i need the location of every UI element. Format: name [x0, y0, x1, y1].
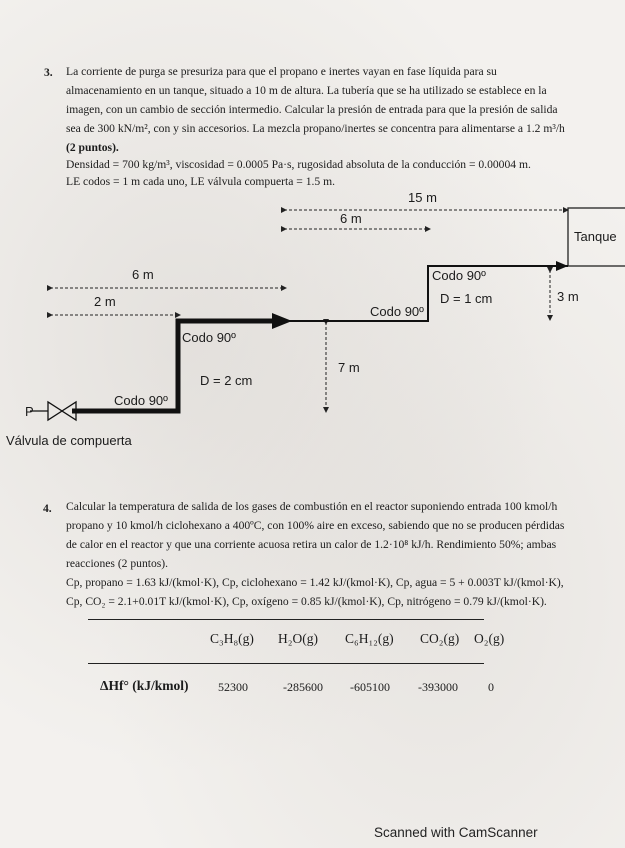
- label-codo-lower: Codo 90º: [182, 330, 236, 345]
- problem-3-line-3: imagen, con un cambio de sección intermedio. Calcular la presión de entrada para que la presión de salida: [66, 103, 558, 116]
- table-header: O₂(g): [474, 631, 505, 646]
- label-6m-left: 6 m: [132, 267, 154, 282]
- label-codo-bottom: Codo 90º: [114, 393, 168, 408]
- label-6m-top: 6 m: [340, 211, 362, 226]
- problem-3-line-6: LE codos = 1 m cada uno, LE válvula compuerta = 1.5 m.: [66, 175, 336, 188]
- problem-3-line-1: La corriente de purga se presuriza para que el propano e inertes vayan en fase líquida para su: [66, 65, 497, 78]
- table-cell: -605100: [350, 680, 390, 694]
- label-15m: 15 m: [408, 190, 437, 205]
- label-codo-middle: Codo 90º: [370, 304, 424, 319]
- table-row-label: ΔHf° (kJ/kmol): [100, 678, 189, 693]
- problem-3-line-2: almacenamiento en un tanque, situado a 10 m de altura. La tubería que se ha utilizado se establece en la: [66, 84, 547, 97]
- table-rule-mid: [88, 663, 484, 664]
- label-valve: Válvula de compuerta: [6, 433, 132, 448]
- table-cell: -285600: [283, 680, 323, 694]
- problem-3-points: (2 puntos).: [66, 141, 119, 154]
- problem-4-line-4: reacciones (2 puntos).: [66, 557, 169, 570]
- scanner-watermark: Scanned with CamScanner: [374, 825, 538, 840]
- problem-4-line-5: Cp, propano = 1.63 kJ/(kmol·K), Cp, ciclohexano = 1.42 kJ/(kmol·K), Cp, agua = 5 + 0.003T kJ/(kmol·K),: [66, 576, 564, 589]
- label-d-1cm: D = 1 cm: [440, 291, 493, 306]
- problem-4-number: 4.: [43, 502, 52, 515]
- table-header: CO₂(g): [420, 631, 460, 646]
- flow-arrow-end: [556, 261, 568, 271]
- problem-3-line-5: Densidad = 700 kg/m³, viscosidad = 0.0005 Pa·s, rugosidad absoluta de la conducción = 0.00004 m.: [66, 158, 531, 171]
- label-3m: 3 m: [557, 289, 579, 304]
- problem-4-line-3: de calor en el reactor y que una corriente acuosa retira un calor de 1.2·10⁸ kJ/h. Rendimiento 50%; ambas: [66, 538, 557, 551]
- problem-3-line-4: sea de 300 kN/m², con y sin accesorios. La mezcla propano/inertes se concentra para alimentarse a 1.2 m³/h: [66, 122, 565, 135]
- problem-4-line-2: propano y 10 kmol/h ciclohexano a 400ºC, con 100% aire en exceso, sabiendo que no se producen pérdidas: [66, 519, 565, 532]
- problem-3-number: 3.: [44, 66, 53, 79]
- label-7m: 7 m: [338, 360, 360, 375]
- label-d-2cm: D = 2 cm: [200, 373, 253, 388]
- label-2m: 2 m: [94, 294, 116, 309]
- label-codo-upper: Codo 90º: [432, 268, 486, 283]
- problem-4-line-6: Cp, CO₂ = 2.1+0.01T kJ/(kmol·K), Cp, oxígeno = 0.85 kJ/(kmol·K), Cp, nitrógeno = 0.79 kJ/(kmol·K).: [66, 595, 547, 608]
- pipe-thick: [72, 321, 284, 411]
- label-tanque: Tanque: [574, 229, 617, 244]
- table-header: C₃H₈(g): [210, 631, 254, 646]
- table-rule-top: [88, 619, 484, 620]
- pipe-thin: [284, 266, 568, 321]
- label-p: P: [25, 404, 34, 419]
- table-cell: 0: [488, 680, 494, 694]
- table-header: C₆H₁₂(g): [345, 631, 394, 646]
- problem-4-line-1: Calcular la temperatura de salida de los gases de combustión en el reactor suponiendo entrada 100 kmol/h: [66, 500, 558, 513]
- gate-valve-icon: [48, 402, 76, 420]
- table-cell: 52300: [218, 680, 248, 694]
- table-header: H₂O(g): [278, 631, 318, 646]
- table-cell: -393000: [418, 680, 458, 694]
